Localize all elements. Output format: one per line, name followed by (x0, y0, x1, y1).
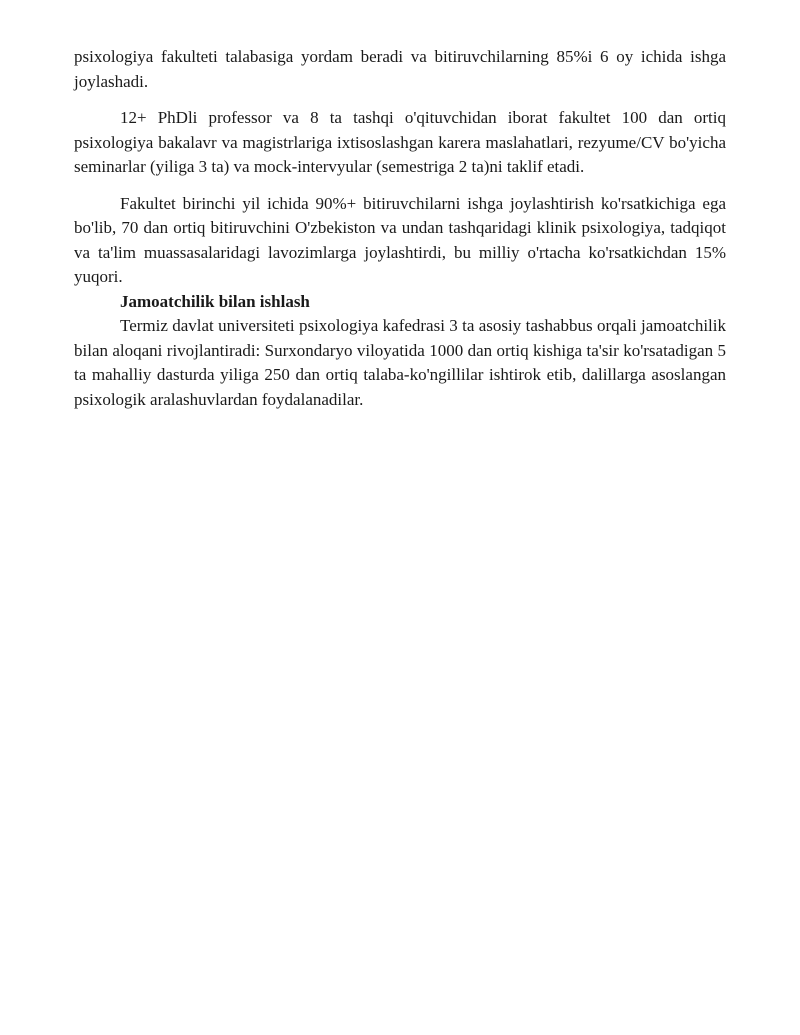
paragraph-continuation: psixologiya fakulteti talabasiga yordam beradi va bitiruvchilarning 85%i 6 oy ichida ishga joylashadi. (74, 47, 726, 91)
paragraph-employment-rate: Fakultet birinchi yil ichida 90%+ bitiruvchilarni ishga joylashtirish ko'rsatkichiga ega bo'lib, 70 dan ortiq bitiruvchini O'zbekiston va undan tashqaridagi klinik psixologiya, tadqiqot va ta'lim muassasalaridagi lavozimlarga joylashtirdi, bu milliy o'rtacha ko'rsatkichdan 15% yuqori. (74, 193, 726, 286)
paragraph-community-outreach: Termiz davlat universiteti psixologiya kafedrasi 3 ta asosiy tashabbus orqali jamoatchilik bilan aloqani rivojlantiradi: Surxondaryo viloyatida 1000 dan ortiq kishiga ta'sir ko'rsatadigan 5 ta mahalliy dasturda yiliga 250 dan ortiq talaba-ko'ngillilar ishtirok etib, dalillarga asoslangan psixologik aralashuvlardan foydalanadilar. (74, 316, 726, 409)
paragraph-faculty-staff: 12+ PhDli professor va 8 ta tashqi o'qituvchidan iborat fakultet 100 dan ortiq psixologiya bakalavr va magistrlariga ixtisoslashgan karera maslahatlari, rezyume/CV bo'yicha seminarlar (yiliga 3 ta) va mock-intervyular (semestriga 2 ta)ni taklif etadi. (74, 108, 726, 176)
section-heading: Jamoatchilik bilan ishlash (120, 291, 310, 311)
document-page (74, 45, 726, 412)
